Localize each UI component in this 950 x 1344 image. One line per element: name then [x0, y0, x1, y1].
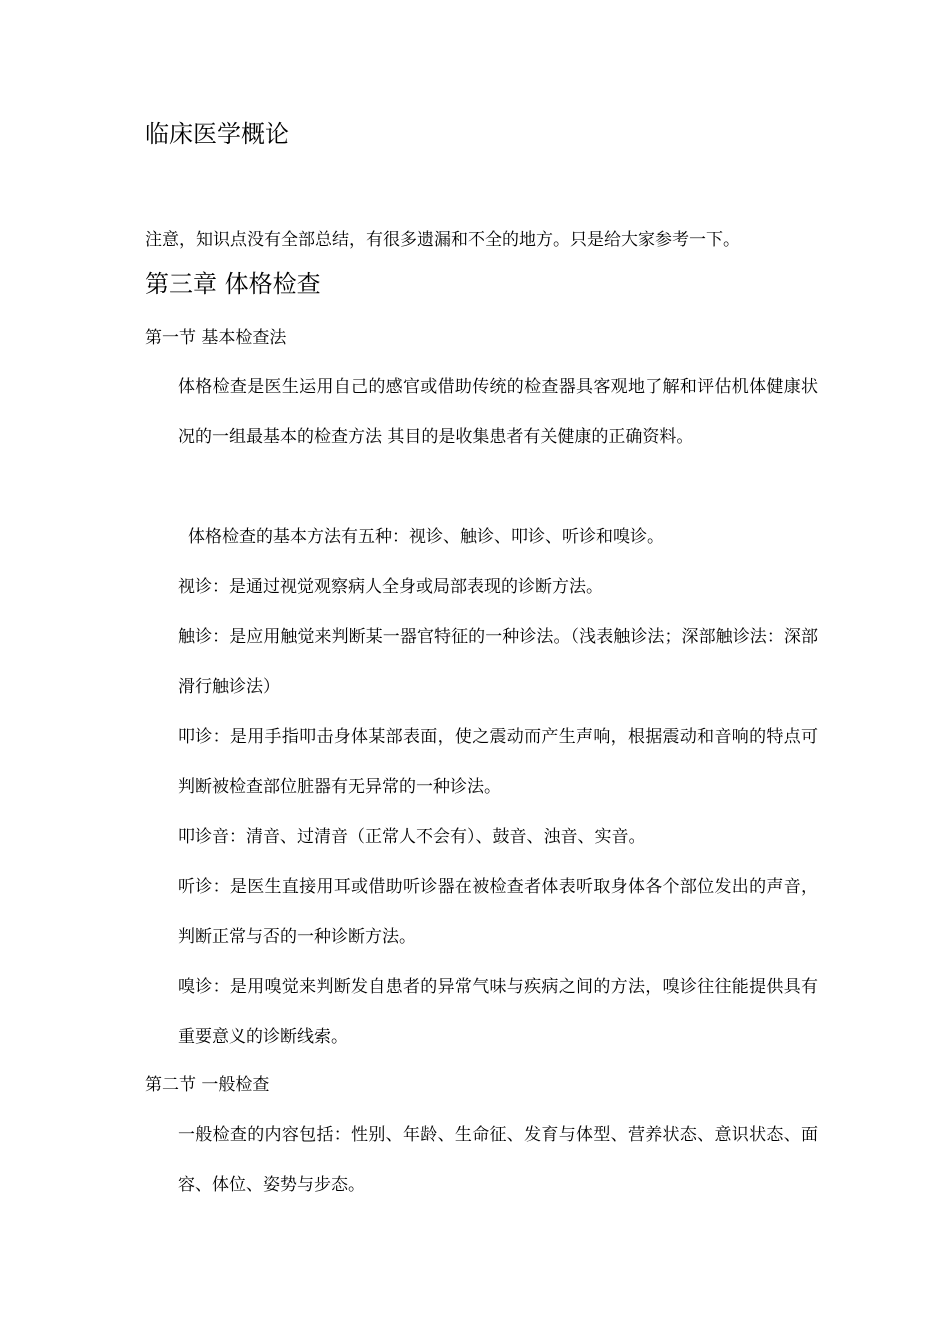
section-heading-1: 第一节 基本检查法: [145, 328, 287, 348]
paragraph-percussion: 叩诊：是用手指叩击身体某部表面，使之震动而产生声响，根据震动和音响的特点可判断被检查部位脏器有无异常的一种诊法。: [178, 727, 818, 797]
paragraph-inspection: 视诊：是通过视觉观察病人全身或局部表现的诊断方法。: [178, 577, 603, 597]
paragraph-general-exam: 一般检查的内容包括：性别、年龄、生命征、发育与体型、营养状态、意识状态、面容、体位、姿势与步态。: [178, 1125, 818, 1195]
paragraph-palpation: 触诊：是应用触觉来判断某一器官特征的一种诊法。（浅表触诊法；深部触诊法：深部滑行触诊法）: [178, 627, 818, 697]
section-heading-2: 第二节 一般检查: [145, 1075, 270, 1095]
paragraph-auscultation: 听诊：是医生直接用耳或借助听诊器在被检查者体表听取身体各个部位发出的声音，判断正常与否的一种诊断方法。: [178, 877, 818, 947]
paragraph-five-methods: 体格检查的基本方法有五种：视诊、触诊、叩诊、听诊和嗅诊。: [188, 527, 664, 547]
chapter-heading: 第三章 体格检查: [145, 270, 321, 298]
document-title: 临床医学概论: [145, 120, 289, 148]
paragraph-definition: 体格检查是医生运用自己的感官或借助传统的检查器具客观地了解和评估机体健康状况的一组最基本的检查方法 其目的是收集患者有关健康的正确资料。: [178, 377, 818, 447]
paragraph-percussion-sounds: 叩诊音：清音、过清音（正常人不会有）、鼓音、浊音、实音。: [178, 827, 646, 847]
paragraph-olfaction: 嗅诊：是用嗅觉来判断发自患者的异常气味与疾病之间的方法，嗅诊往往能提供具有重要意义的诊断线索。: [178, 977, 818, 1047]
notice-text: 注意，知识点没有全部总结，有很多遗漏和不全的地方。只是给大家参考一下。: [145, 230, 740, 250]
